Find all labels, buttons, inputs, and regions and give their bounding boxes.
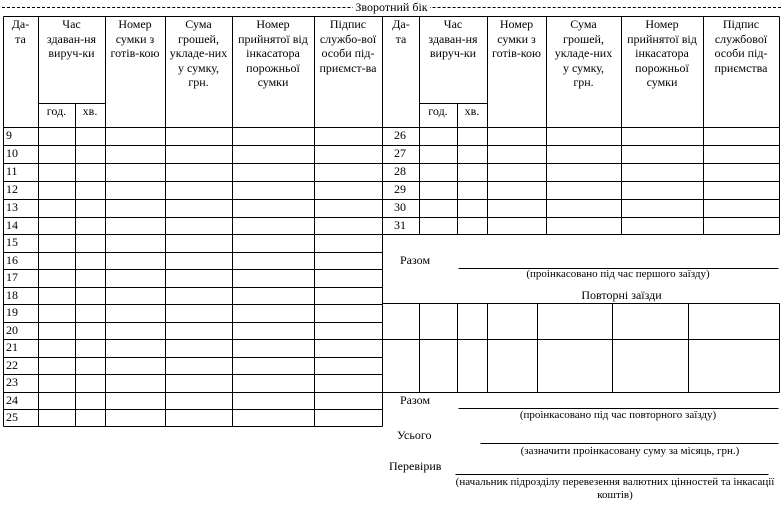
right-subheader-hours: год. xyxy=(428,104,448,118)
left-row-day: 13 xyxy=(6,200,18,214)
left-row-day: 15 xyxy=(6,235,18,249)
checked-by-label: Перевірив xyxy=(389,459,442,473)
reverse-side-title: Зворотний бік xyxy=(355,0,428,14)
right-row-day: 27 xyxy=(394,146,406,160)
checked-by-note: (начальник підрозділу перевезення валютних цінностей та інкасації коштів) xyxy=(455,476,775,501)
left-row-day: 16 xyxy=(6,253,18,267)
left-header-empty-bag: Номер прийнятої від інкасатора порожньої сумки xyxy=(238,17,308,89)
left-row-day: 23 xyxy=(6,375,18,389)
razom-first-label: Разом xyxy=(400,253,431,267)
right-header-bag-number: Номер сумки з готів-кою xyxy=(492,17,541,60)
right-row-day: 29 xyxy=(394,182,406,196)
left-row-day: 22 xyxy=(6,358,18,372)
left-row-day: 14 xyxy=(6,218,18,232)
left-subheader-hours: год. xyxy=(46,104,67,118)
left-row-day: 17 xyxy=(6,270,18,284)
left-header-signature: Підпис службо-вої особи під-приємст-ва xyxy=(319,17,377,75)
razom-first-note: (проінкасовано під час першого заїзду) xyxy=(526,268,710,280)
left-row-day: 20 xyxy=(6,323,18,337)
left-row-day: 21 xyxy=(6,340,18,354)
left-row-day: 24 xyxy=(6,393,18,407)
total-label: Усього xyxy=(397,428,432,442)
left-row-day: 11 xyxy=(6,164,18,178)
left-header-bag-number: Номер сумки з готів-кою xyxy=(110,17,160,60)
left-row-day: 18 xyxy=(6,288,18,302)
right-header-amount: Сума грошей, укладе-них у сумку, грн. xyxy=(554,17,613,89)
right-row-day: 26 xyxy=(394,128,406,142)
right-row-day: 28 xyxy=(394,164,406,178)
left-header-date: Да-та xyxy=(11,17,30,46)
right-header-empty-bag: Номер прийнятої від інкасатора порожньої сумки xyxy=(627,17,697,89)
left-row-day: 19 xyxy=(6,305,18,319)
right-header-time: Час здаван-ня вируч-ки xyxy=(428,17,478,60)
razom-second-label: Разом xyxy=(400,393,431,407)
left-row-day: 12 xyxy=(6,182,18,196)
left-row-day: 10 xyxy=(6,146,18,160)
left-row-day: 9 xyxy=(6,128,12,142)
right-row-day: 30 xyxy=(394,200,406,214)
right-subheader-minutes: хв. xyxy=(464,104,480,118)
right-row-day: 31 xyxy=(394,218,406,232)
right-header-date: Да-та xyxy=(392,17,410,46)
repeat-visits-title: Повторні заїзди xyxy=(581,288,662,302)
left-header-time: Час здаван-ня вируч-ки xyxy=(46,17,97,60)
left-header-amount: Сума грошей, укладе-них у сумку, грн. xyxy=(169,17,228,89)
left-row-day: 25 xyxy=(6,410,18,424)
left-subheader-minutes: хв. xyxy=(82,104,98,118)
razom-second-note: (проінкасовано під час повторного заїзду) xyxy=(519,409,717,421)
right-header-signature: Підпис службової особи під-приємства xyxy=(714,17,768,75)
total-note: (зазначити проінкасовану суму за місяць, грн.) xyxy=(520,445,740,457)
